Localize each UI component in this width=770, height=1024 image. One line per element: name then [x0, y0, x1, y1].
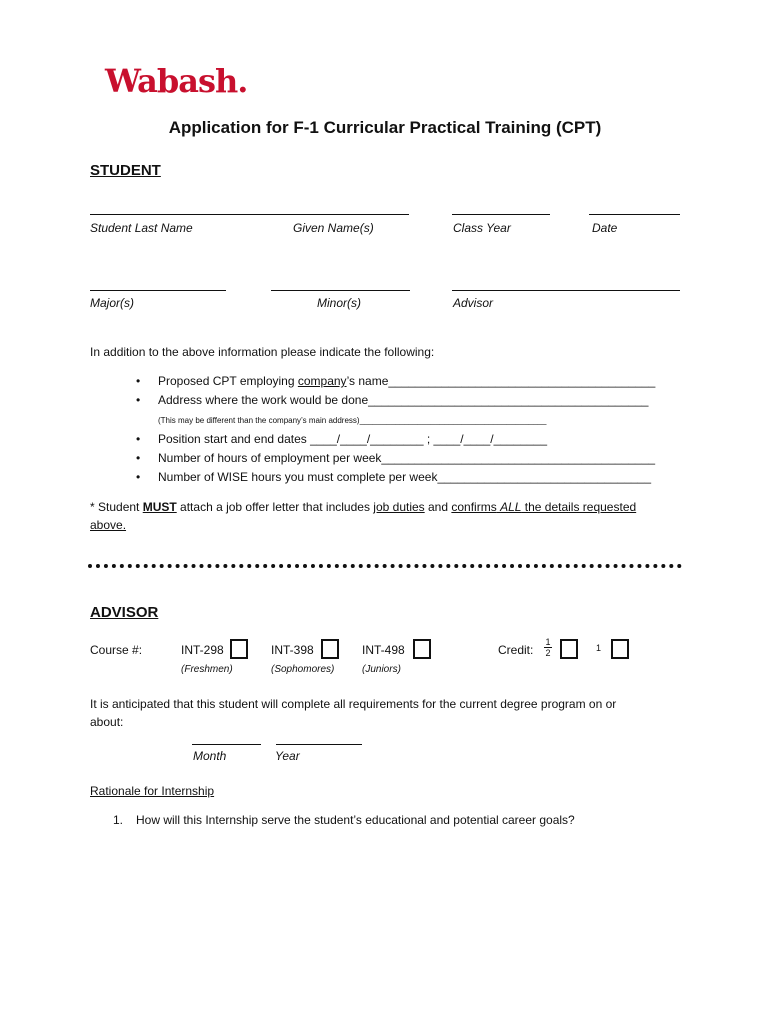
minors-line[interactable] — [271, 290, 410, 291]
bullet-address[interactable]: Address where the work would be done__________________________________________ — [158, 393, 649, 407]
rationale-heading: Rationale for Internship — [90, 784, 215, 798]
note-part: * Student — [90, 500, 143, 514]
course-int498-label: INT-498 — [362, 643, 405, 657]
date-label: Date — [592, 221, 618, 235]
anticipated-text-cont: about: — [90, 715, 124, 729]
job-offer-note — [90, 500, 690, 514]
freshmen-label: (Freshmen) — [181, 664, 233, 675]
fraction-numerator: 1 — [545, 637, 551, 647]
sophomores-label: (Sophomores) — [271, 664, 335, 675]
bullet-dot: • — [136, 470, 141, 484]
student-last-given-name-line[interactable] — [90, 214, 409, 215]
note-part: and — [424, 500, 452, 514]
fraction-denominator: 2 — [545, 648, 551, 658]
course-label: Course #: — [90, 643, 143, 657]
note-above: above. — [90, 518, 127, 532]
address-note[interactable]: (This may be different than the company’s main address)__________________________________________ — [158, 416, 547, 425]
date-line[interactable] — [589, 214, 680, 215]
bullet-position-dates[interactable]: Position start and end dates ____/____/________ ; ____/____/________ — [158, 432, 547, 446]
bullet-company-post: ’s name________________________________________ — [346, 374, 656, 388]
year-label: Year — [275, 749, 300, 763]
course-int298-label: INT-298 — [181, 643, 224, 657]
class-year-line[interactable] — [452, 214, 550, 215]
bullet-company-pre: Proposed CPT employing — [158, 374, 298, 388]
advisor-line[interactable] — [452, 290, 680, 291]
majors-label: Major(s) — [90, 296, 134, 310]
minors-label: Minor(s) — [317, 296, 361, 310]
section-divider — [88, 564, 682, 568]
int498-checkbox[interactable] — [413, 639, 431, 659]
wabash-logo: Wabash. — [105, 62, 248, 100]
bullet-company-name[interactable] — [158, 374, 655, 388]
juniors-label: (Juniors) — [362, 664, 401, 675]
page-title: Application for F-1 Curricular Practical Training (CPT) — [168, 118, 602, 137]
credit-label: Credit: — [498, 643, 534, 657]
student-last-name-label: Student Last Name — [90, 221, 193, 235]
bullet-hours-employment[interactable]: Number of hours of employment per week_________________________________________ — [158, 451, 656, 465]
student-heading: STUDENT — [90, 162, 161, 179]
bullet-dot: • — [136, 432, 141, 446]
note-all: ALL — [500, 500, 522, 514]
majors-line[interactable] — [90, 290, 226, 291]
credit-one-label: 1 — [596, 643, 602, 653]
year-line[interactable] — [276, 744, 362, 745]
credit-half-fraction — [543, 637, 553, 658]
note-confirms: confirms — [451, 500, 497, 514]
advisor-heading: ADVISOR — [90, 604, 159, 621]
given-names-label: Given Name(s) — [293, 221, 374, 235]
bullet-wise-hours[interactable]: Number of WISE hours you must complete per week________________________________ — [158, 470, 652, 484]
bullet-dot: • — [136, 374, 141, 388]
bullet-dot: • — [136, 393, 141, 407]
note-must: MUST — [142, 500, 177, 514]
month-label: Month — [193, 749, 227, 763]
int298-checkbox[interactable] — [230, 639, 248, 659]
class-year-label: Class Year — [453, 221, 511, 235]
note-part: attach a job offer letter that includes — [176, 500, 374, 514]
advisor-label: Advisor — [453, 296, 494, 310]
bullet-dot: • — [136, 451, 141, 465]
credit-one-checkbox[interactable] — [611, 639, 629, 659]
question-number: 1. — [113, 813, 124, 827]
credit-half-checkbox[interactable] — [560, 639, 578, 659]
question-career-goals: How will this Internship serve the student’s educational and potential career goals? — [136, 813, 575, 827]
anticipated-text: It is anticipated that this student will complete all requirements for the current degree program on or — [90, 697, 617, 711]
course-int398-label: INT-398 — [271, 643, 314, 657]
note-part: the details requested — [521, 500, 637, 514]
note-job-duties: job duties — [373, 500, 425, 514]
intro-text: In addition to the above information please indicate the following: — [90, 345, 435, 359]
int398-checkbox[interactable] — [321, 639, 339, 659]
company-underlined: company — [297, 374, 347, 388]
month-line[interactable] — [192, 744, 261, 745]
